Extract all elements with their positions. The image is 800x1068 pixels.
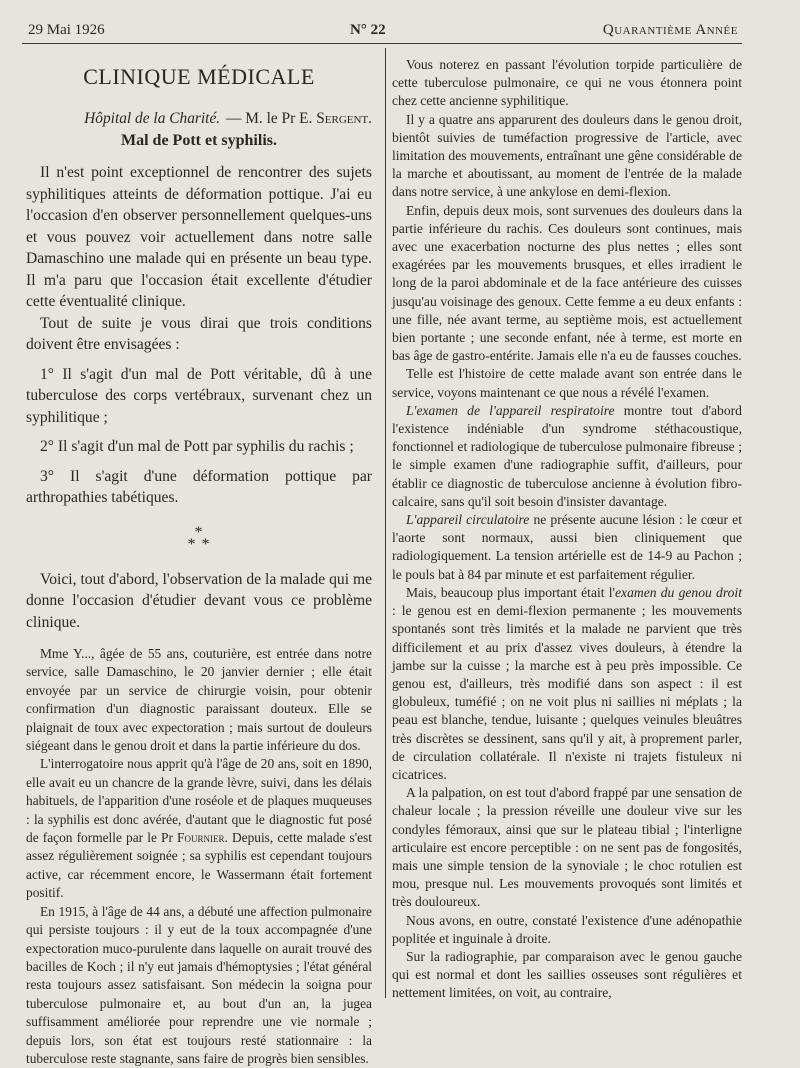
byline-text: — M. le Pr E. xyxy=(225,110,313,127)
paragraph xyxy=(392,584,742,784)
observation-paragraph xyxy=(26,755,372,902)
column-divider xyxy=(385,48,386,998)
header-year: Quarantième Année xyxy=(602,22,738,38)
section-title: CLINIQUE MÉDICALE xyxy=(83,64,315,89)
paragraph-text: Mais, beaucoup plus important était l' xyxy=(406,584,616,600)
paragraph xyxy=(392,511,742,584)
hospital-name: Hôpital de la Charité. xyxy=(84,110,221,127)
paragraph: A la palpation, on est tout d'abord frappé par une sensation de chaleur locale ; la pression réveille une douleur vive sur les condyles fémoraux, ainsi que sur le plateau tibial ; l'interligne articulaire est encore perceptible : on ne sent pas de fongosités, mais une simple tension de la synoviale ; le choc rotulien est mou, presque nul. Les mouvements provoqués sont limités et très douloureux. xyxy=(392,785,742,910)
asterism-bottom: * * xyxy=(187,535,211,553)
byline xyxy=(26,110,372,128)
page-header xyxy=(28,18,738,42)
paragraph: Voici, tout d'abord, l'observation de la malade qui me donne l'occasion d'étudier devant vous ce problème clinique. xyxy=(26,570,372,631)
italic-heading: L'examen de l'appareil respiratoire xyxy=(406,402,615,418)
observation-paragraph: En 1915, à l'âge de 44 ans, a débuté une affection pulmonaire qui persiste toujours : il y eut de la toux accompagnée d'une expectoration muco-purulente dans laquelle on aurait trouvé des bacilles de Koch ; il n'y eut jamais d'hémoptysies ; l'état général resta toujours assez satisfaisant. Son médecin la soigna pour tuberculose pulmonaire et, au bout d'un an, la jugea suffisamment améliorée pour reprendre une vie normale ; depuis lors, son état est toujours resté stationnaire : la tuberculose reste stagnante, sans faire de progrès bien sensibles. xyxy=(26,903,372,1066)
paragraph-text: ne présente aucune lésion : le cœur et l'aorte sont normaux, aussi bien cliniquement que radiologiquement. La tension artérielle est de 14-9 au Pachon ; le pouls bat à 84 par minute et est parfaitement régulier. xyxy=(392,512,742,582)
asterism-divider xyxy=(26,523,372,553)
header-rule xyxy=(22,43,742,44)
header-issue-number: N° 22 xyxy=(350,22,386,38)
physician-name: Fournier. xyxy=(177,830,228,846)
paragraph: Il n'est point exceptionnel de rencontrer des sujets syphilitiques atteints de déformation pottique. J'ai eu l'occasion d'en observer personnellement quelques-uns et vous pouvez voir actuellement dans notre salle Damaschino une malade qui en présente un beau type. Il m'a paru que l'occasion était excellente d'étudier cette éventualité clinique. xyxy=(26,164,372,310)
observation-text: L'interrogatoire nous apprit qu'à l'âge de 20 ans, soit en 1890, elle avait eu un chancre de la grande lèvre, suivi, dans les délais habituels, de l'apparition d'une roséole et de plaques muqueuses : la syphilis est donc avérée, d'autant que le diagnostic fut posé de façon formelle par le Pr xyxy=(26,756,372,846)
asterism-top: * xyxy=(194,523,204,541)
italic-heading: examen du genou droit xyxy=(615,584,742,600)
paragraph: Telle est l'histoire de cette malade avant son entrée dans le service, voyons maintenant ce que nous a révélé l'examen. xyxy=(392,366,742,400)
article-title: Mal de Pott et syphilis. xyxy=(121,132,277,149)
condition-item: 2° Il s'agit d'un mal de Pott par syphilis du rachis ; xyxy=(40,438,354,455)
paragraph: Il y a quatre ans apparurent des douleurs dans le genou droit, bientôt suivies de tuméfaction progressive de l'article, avec limitation des mouvements, entraînant une gêne considérable de la marche et aboutissant, au moment de l'entrée de la malade dans notre service, à une ankylose en demi-flexion. xyxy=(392,111,742,200)
paragraph: Sur la radiographie, par comparaison avec le genou gauche qui est normal et dont les saillies osseuses sont régulières et nettement limitées, on voit, au contraire, xyxy=(392,948,742,1001)
right-column xyxy=(392,56,742,1003)
left-column xyxy=(26,56,372,1068)
author-name: Sergent. xyxy=(316,110,372,127)
condition-item: 3° Il s'agit d'une déformation pottique par arthropathies tabétiques. xyxy=(26,467,372,506)
italic-heading: L'appareil circulatoire xyxy=(406,512,530,528)
paragraph: Tout de suite je vous dirai que trois conditions doivent être envisagées : xyxy=(26,314,372,353)
header-date: 29 Mai 1926 xyxy=(28,22,105,38)
condition-item: 1° Il s'agit d'un mal de Pott véritable, dû à une tuberculose des corps vertébraux, survenant chez un syphilitique ; xyxy=(26,365,372,426)
paragraph: Enfin, depuis deux mois, sont survenues des douleurs dans la partie inférieure du rachis. Ces douleurs sont continues, mais avec une exacerbation nocturne des plus nettes ; elles sont exagérées par les mouvements brusques, et elles irradient le long de la paroi abdominale et de la face antérieure des cuisses jusqu'au voisinage des genoux. Cette femme a eu deux enfants : une fille, née avant terme, au septième mois, est actuellement bien portante ; une seconde enfant, née à terme, est morte en bas âge de gastro-entérite. Jamais elle n'a eu de fausses couches. xyxy=(392,202,742,364)
observation-text: Depuis, cette malade s'est assez régulièrement soignée ; sa syphilis est cependant toujours active, car récemment encore, le Wassermann était fortement positif. xyxy=(26,830,372,901)
observation-paragraph: Mme Y..., âgée de 55 ans, couturière, est entrée dans notre service, salle Damaschino, le 20 janvier dernier ; elle était envoyée par un service de chirurgie voisin, pour obtenir confirmation d'un diagnostic paraissant douteux. Elle se plaignait de toux avec expectoration ; mais surtout de douleurs siégeant dans le genou droit et dans la partie inférieure du dos. xyxy=(26,646,372,754)
paragraph: Nous avons, en outre, constaté l'existence d'une adénopathie poplitée et inguinale à droite. xyxy=(392,912,742,946)
paragraph: Vous noterez en passant l'évolution torpide particulière de cette tuberculose pulmonaire, ce qui ne vous étonnera point chez cette ancienne syphilitique. xyxy=(392,57,742,109)
paragraph xyxy=(392,402,742,511)
paragraph-text: montre tout d'abord l'existence indéniable d'un syndrome stéthacoustique, fonctionnel et radiologique de tuberculose pulmonaire fibreuse ; le simple examen d'une radiographie suffit, d'ailleurs, pour établir ce diagnostic de tuberculose ancienne à évolution fibro-calcaire, sans qu'il soit besoin d'insister davantage. xyxy=(392,402,742,509)
paragraph-text: : le genou est en demi-flexion permanente ; les mouvements spontanés sont très limités et la malade ne parvient que très difficilement et au prix d'assez vives douleurs, à étendre la jambe sur la cuisse ; la marche est à peu près impossible. Ce genou est, d'ailleurs, très modifié dans son aspect : il est globuleux, tuméfié ; on ne voit plus ni saillies ni méplats ; la peau est blanche, tendue, luisante ; quelques veinules bleuâtres très discrètes se dessinent, sans qu'il y ait, à proprement parler, de circulation collatérale. Il n'existe ni trajets fistuleux ni cicatrices. xyxy=(392,603,742,782)
